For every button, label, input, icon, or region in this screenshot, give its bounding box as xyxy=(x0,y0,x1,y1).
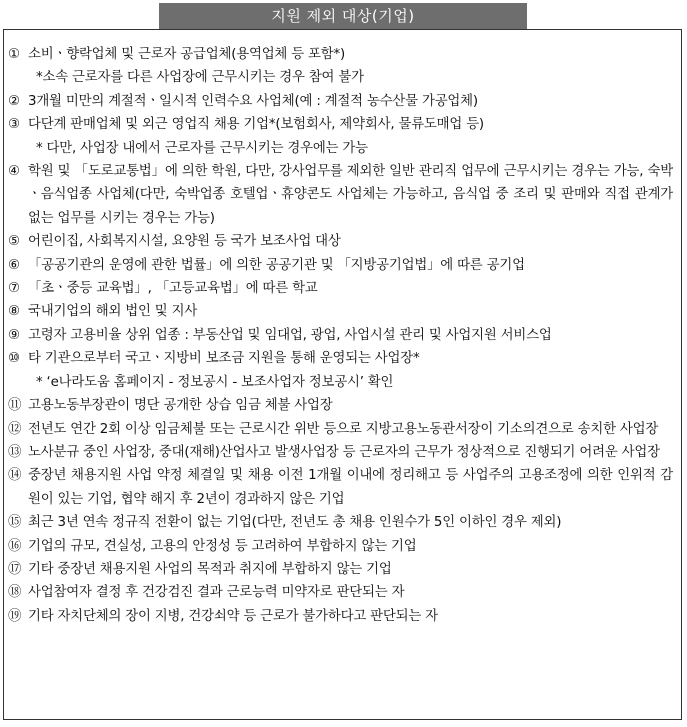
item-text: 기타 자치단체의 장이 지병, 건강쇠약 등 근로가 불가하다고 판단되는 자 xyxy=(28,608,438,624)
list-item xyxy=(8,347,673,370)
item-note: * 다만, 사업장 내에서 근로자를 근무시키는 경우에는 가능 xyxy=(36,140,368,156)
item-number: ① xyxy=(8,47,20,62)
item-text: 3개월 미만의 계절적ㆍ일시적 인력수요 사업체(예 : 계절적 농수산물 가공업체) xyxy=(28,93,478,109)
item-text: 기업의 규모, 견실성, 고용의 안정성 등 고려하여 부합하지 않는 기업 xyxy=(28,538,417,554)
item-number: ④ xyxy=(8,164,20,180)
list-item xyxy=(8,324,673,347)
item-text: 어린이집, 사회복지시설, 요양원 등 국가 보조사업 대상 xyxy=(28,234,341,250)
item-number: ⑤ xyxy=(8,234,20,250)
item-number: ⑲ xyxy=(8,608,22,624)
item-number: ⑨ xyxy=(8,327,20,343)
list-item xyxy=(8,511,673,534)
item-text: 타 기관으로부터 국고ㆍ지방비 보조금 지원을 통해 운영되는 사업장* xyxy=(28,351,420,367)
item-number: ⑧ xyxy=(8,304,20,320)
item-note: * ‘e나라도움 홈페이지 - 정보공시 - 보조사업자 정보공시’ 확인 xyxy=(36,374,394,390)
item-number: ⑦ xyxy=(8,281,20,297)
list-item xyxy=(8,535,673,558)
list-item xyxy=(8,464,673,511)
list-item xyxy=(8,605,673,628)
item-number: ⑪ xyxy=(8,398,22,414)
item-number: ⑫ xyxy=(8,421,22,437)
item-number: ⑬ xyxy=(8,444,22,460)
item-text: 「공공기관의 운영에 관한 법률」에 의한 공공기관 및 「지방공기업법」에 따른 공기업 xyxy=(28,257,525,273)
list-item xyxy=(8,441,673,464)
list-item xyxy=(8,230,673,253)
item-text: 고령자 고용비율 상위 업종 : 부동산업 및 임대업, 광업, 사업시설 관리 및 사업지원 서비스업 xyxy=(28,327,552,343)
list-item xyxy=(8,43,673,66)
item-text: 소비ㆍ향락업체 및 근로자 공급업체(용역업체 등 포함*) xyxy=(28,47,346,62)
list-item xyxy=(8,160,673,230)
item-text: 최근 3년 연속 정규직 전환이 없는 기업(다만, 전년도 총 채용 인원수가 5인 이하인 경우 제외) xyxy=(28,515,562,531)
item-text: 다단계 판매업체 및 외근 영업직 채용 기업*(보험회사, 제약회사, 물류도매업 등) xyxy=(28,117,484,133)
item-number: ⑱ xyxy=(8,585,22,601)
list-item xyxy=(8,394,673,417)
item-text: 국내기업의 해외 법인 및 지사 xyxy=(28,304,198,320)
list-item xyxy=(8,558,673,581)
list-item xyxy=(8,418,673,441)
exclusion-list-box xyxy=(3,29,682,720)
list-item xyxy=(8,90,673,113)
item-number: ⑩ xyxy=(8,351,20,367)
item-text: 중장년 채용지원 사업 약정 체결일 및 채용 이전 1개월 이내에 정리해고 등 사업주의 고용조정에 의한 인위적 감원이 있는 기업, 협약 해지 후 2년이 경과하지 않은 기업 xyxy=(28,468,673,507)
item-number: ② xyxy=(8,93,20,109)
list-item xyxy=(8,300,673,323)
item-text: 사업참여자 결정 후 건강검진 결과 근로능력 미약자로 판단되는 자 xyxy=(28,585,405,601)
item-text: 학원 및 「도로교통법」에 의한 학원, 다만, 강사업무를 제외한 일반 관리직 업무에 근무시키는 경우는 가능, 숙박ㆍ음식업종 사업체(다만, 숙박업종 호텔업ㆍ휴양콘도 사업체는 가능하고, 음식업 중 조리 및 판매와 직접 관계가 없는 업무를 시키는 경우는 가능) xyxy=(28,164,673,226)
item-note: *소속 근로자를 다른 사업장에 근무시키는 경우 참여 불가 xyxy=(36,70,364,86)
item-text: 기타 중장년 채용지원 사업의 목적과 취지에 부합하지 않는 기업 xyxy=(28,561,392,577)
list-item xyxy=(8,254,673,277)
item-text: 전년도 연간 2회 이상 임금체불 또는 근로시간 위반 등으로 지방고용노동관서장이 기소의견으로 송치한 사업장 xyxy=(28,421,659,437)
list-item xyxy=(8,581,673,604)
item-number: ⑥ xyxy=(8,257,20,273)
list-item xyxy=(8,277,673,300)
item-number: ⑭ xyxy=(8,468,22,484)
item-text: 「초ㆍ중등 교육법」, 「고등교육법」에 따른 학교 xyxy=(28,281,318,297)
item-text: 고용노동부장관이 명단 공개한 상습 임금 체불 사업장 xyxy=(28,398,333,414)
item-number: ⑰ xyxy=(8,561,22,577)
item-number: ③ xyxy=(8,117,20,133)
item-text: 노사분규 중인 사업장, 중대(재해)산업사고 발생사업장 등 근로자의 근무가 정상적으로 진행되기 어려운 사업장 xyxy=(28,444,660,460)
item-number: ⑮ xyxy=(8,515,22,531)
page-title: 지원 제외 대상(기업) xyxy=(159,3,527,29)
list-item xyxy=(8,113,673,136)
item-number: ⑯ xyxy=(8,538,22,554)
